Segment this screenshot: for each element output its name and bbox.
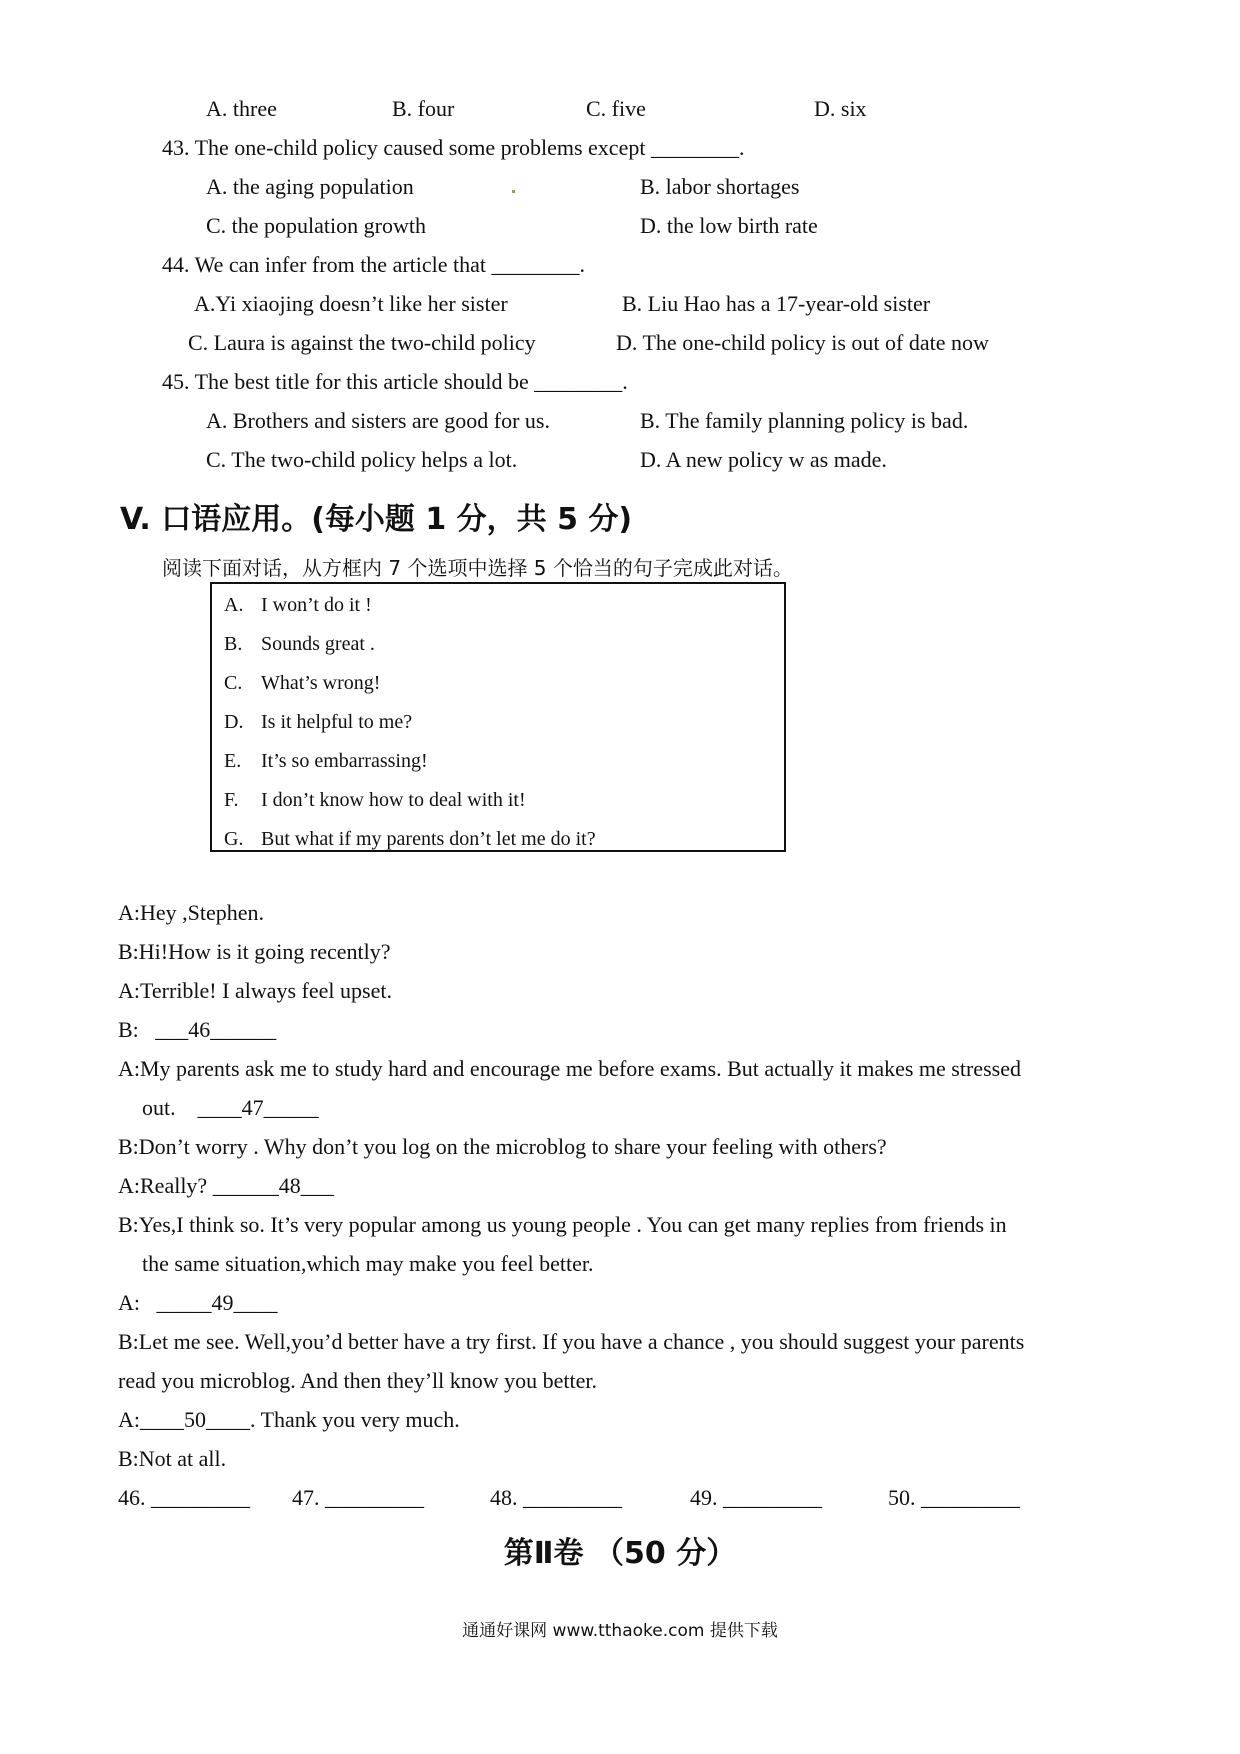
option-row [224,828,596,851]
q43-option-c: C. the population growth [206,213,426,238]
q43-option-a: A. the aging population [206,174,414,199]
section-instruction: 阅读下面对话，从方框内 7 个选项中选择 5 个恰当的句子完成此对话。 [162,556,793,580]
dialogue-line: A:Hey ,Stephen. [118,900,265,925]
dialogue-line: A:____50____. Thank you very much. [118,1407,460,1432]
option-text: But what if my parents don’t let me do it? [261,828,596,850]
dialogue-line: B: ___46______ [118,1017,277,1042]
q43-stem: 43. The one-child policy caused some problems except ________. [162,135,745,160]
option-key: D. [224,711,244,733]
dialogue-line: A:My parents ask me to study hard and encourage me before exams. But actually it makes me stressed [118,1056,1021,1081]
q45-option-d: D. A new policy w as made. [640,447,887,472]
option-text: What’s wrong! [261,672,381,694]
option-text: Sounds great . [261,633,375,655]
option-key: C. [224,672,243,694]
dialogue-line: B:Don’t worry . Why don’t you log on the microblog to share your feeling with others? [118,1134,887,1159]
q44-option-d: D. The one-child policy is out of date now [616,330,989,355]
dialogue-line: read you microblog. And then they’ll know you better. [118,1368,598,1393]
answer-blank-48: 48. _________ [490,1485,622,1510]
answer-blank-50: 50. _________ [888,1485,1020,1510]
dialogue-line: the same situation,which may make you feel better. [142,1251,594,1276]
option-key: B. [224,633,243,655]
q44-option-c: C. Laura is against the two-child policy [188,330,536,355]
option-row [224,633,375,656]
option-text: I don’t know how to deal with it! [261,789,526,811]
answer-blank-47: 47. _________ [292,1485,424,1510]
option-row [224,789,526,812]
q45-stem: 45. The best title for this article should be ________. [162,369,628,394]
q43-option-b: B. labor shortages [640,174,800,199]
dialogue-line: A: _____49____ [118,1290,278,1315]
option-key: E. [224,750,242,772]
q43-option-d: D. the low birth rate [640,213,818,238]
option-row [224,750,428,773]
option-key: A. [224,594,244,616]
dialogue-line: B:Not at all. [118,1446,227,1471]
dialogue-line: B:Yes,I think so. It’s very popular among us young people . You can get many replies from friends in [118,1212,1007,1237]
option-key: F. [224,789,239,811]
q45-option-a: A. Brothers and sisters are good for us. [206,408,550,433]
option-key: G. [224,828,244,850]
q42-option-c: C. five [586,96,646,121]
q42-option-a: A. three [206,96,277,121]
dialogue-line: A:Terrible! I always feel upset. [118,978,392,1003]
dialogue-line: A:Really? ______48___ [118,1173,334,1198]
q44-stem: 44. We can infer from the article that ________. [162,252,586,277]
answer-blank-49: 49. _________ [690,1485,822,1510]
footer-text: 通通好课网 www.tthaoke.com 提供下载 [462,1621,778,1641]
option-row [224,594,372,617]
q42-option-d: D. six [814,96,867,121]
option-row [224,711,412,734]
dialogue-line: out. ____47_____ [142,1095,319,1120]
part-two-title: 第Ⅱ卷 （50 分） [503,1536,737,1571]
answer-blank-46: 46. _________ [118,1485,250,1510]
dialogue-line: B:Let me see. Well,you’d better have a try first. If you have a chance , you should suggest your parents [118,1329,1025,1354]
q45-option-c: C. The two-child policy helps a lot. [206,447,518,472]
options-box [210,582,786,852]
section-title: V. 口语应用。(每小题 1 分，共 5 分) [120,502,633,537]
option-text: I won’t do it ! [261,594,372,616]
option-row [224,672,380,695]
dialogue-line: B:Hi!How is it going recently? [118,939,391,964]
stray-mark [512,190,515,193]
q44-option-b: B. Liu Hao has a 17-year-old sister [622,291,931,316]
q42-option-b: B. four [392,96,455,121]
option-text: Is it helpful to me? [261,711,413,733]
q45-option-b: B. The family planning policy is bad. [640,408,969,433]
q44-option-a: A.Yi xiaojing doesn’t like her sister [194,291,508,316]
option-text: It’s so embarrassing! [261,750,428,772]
